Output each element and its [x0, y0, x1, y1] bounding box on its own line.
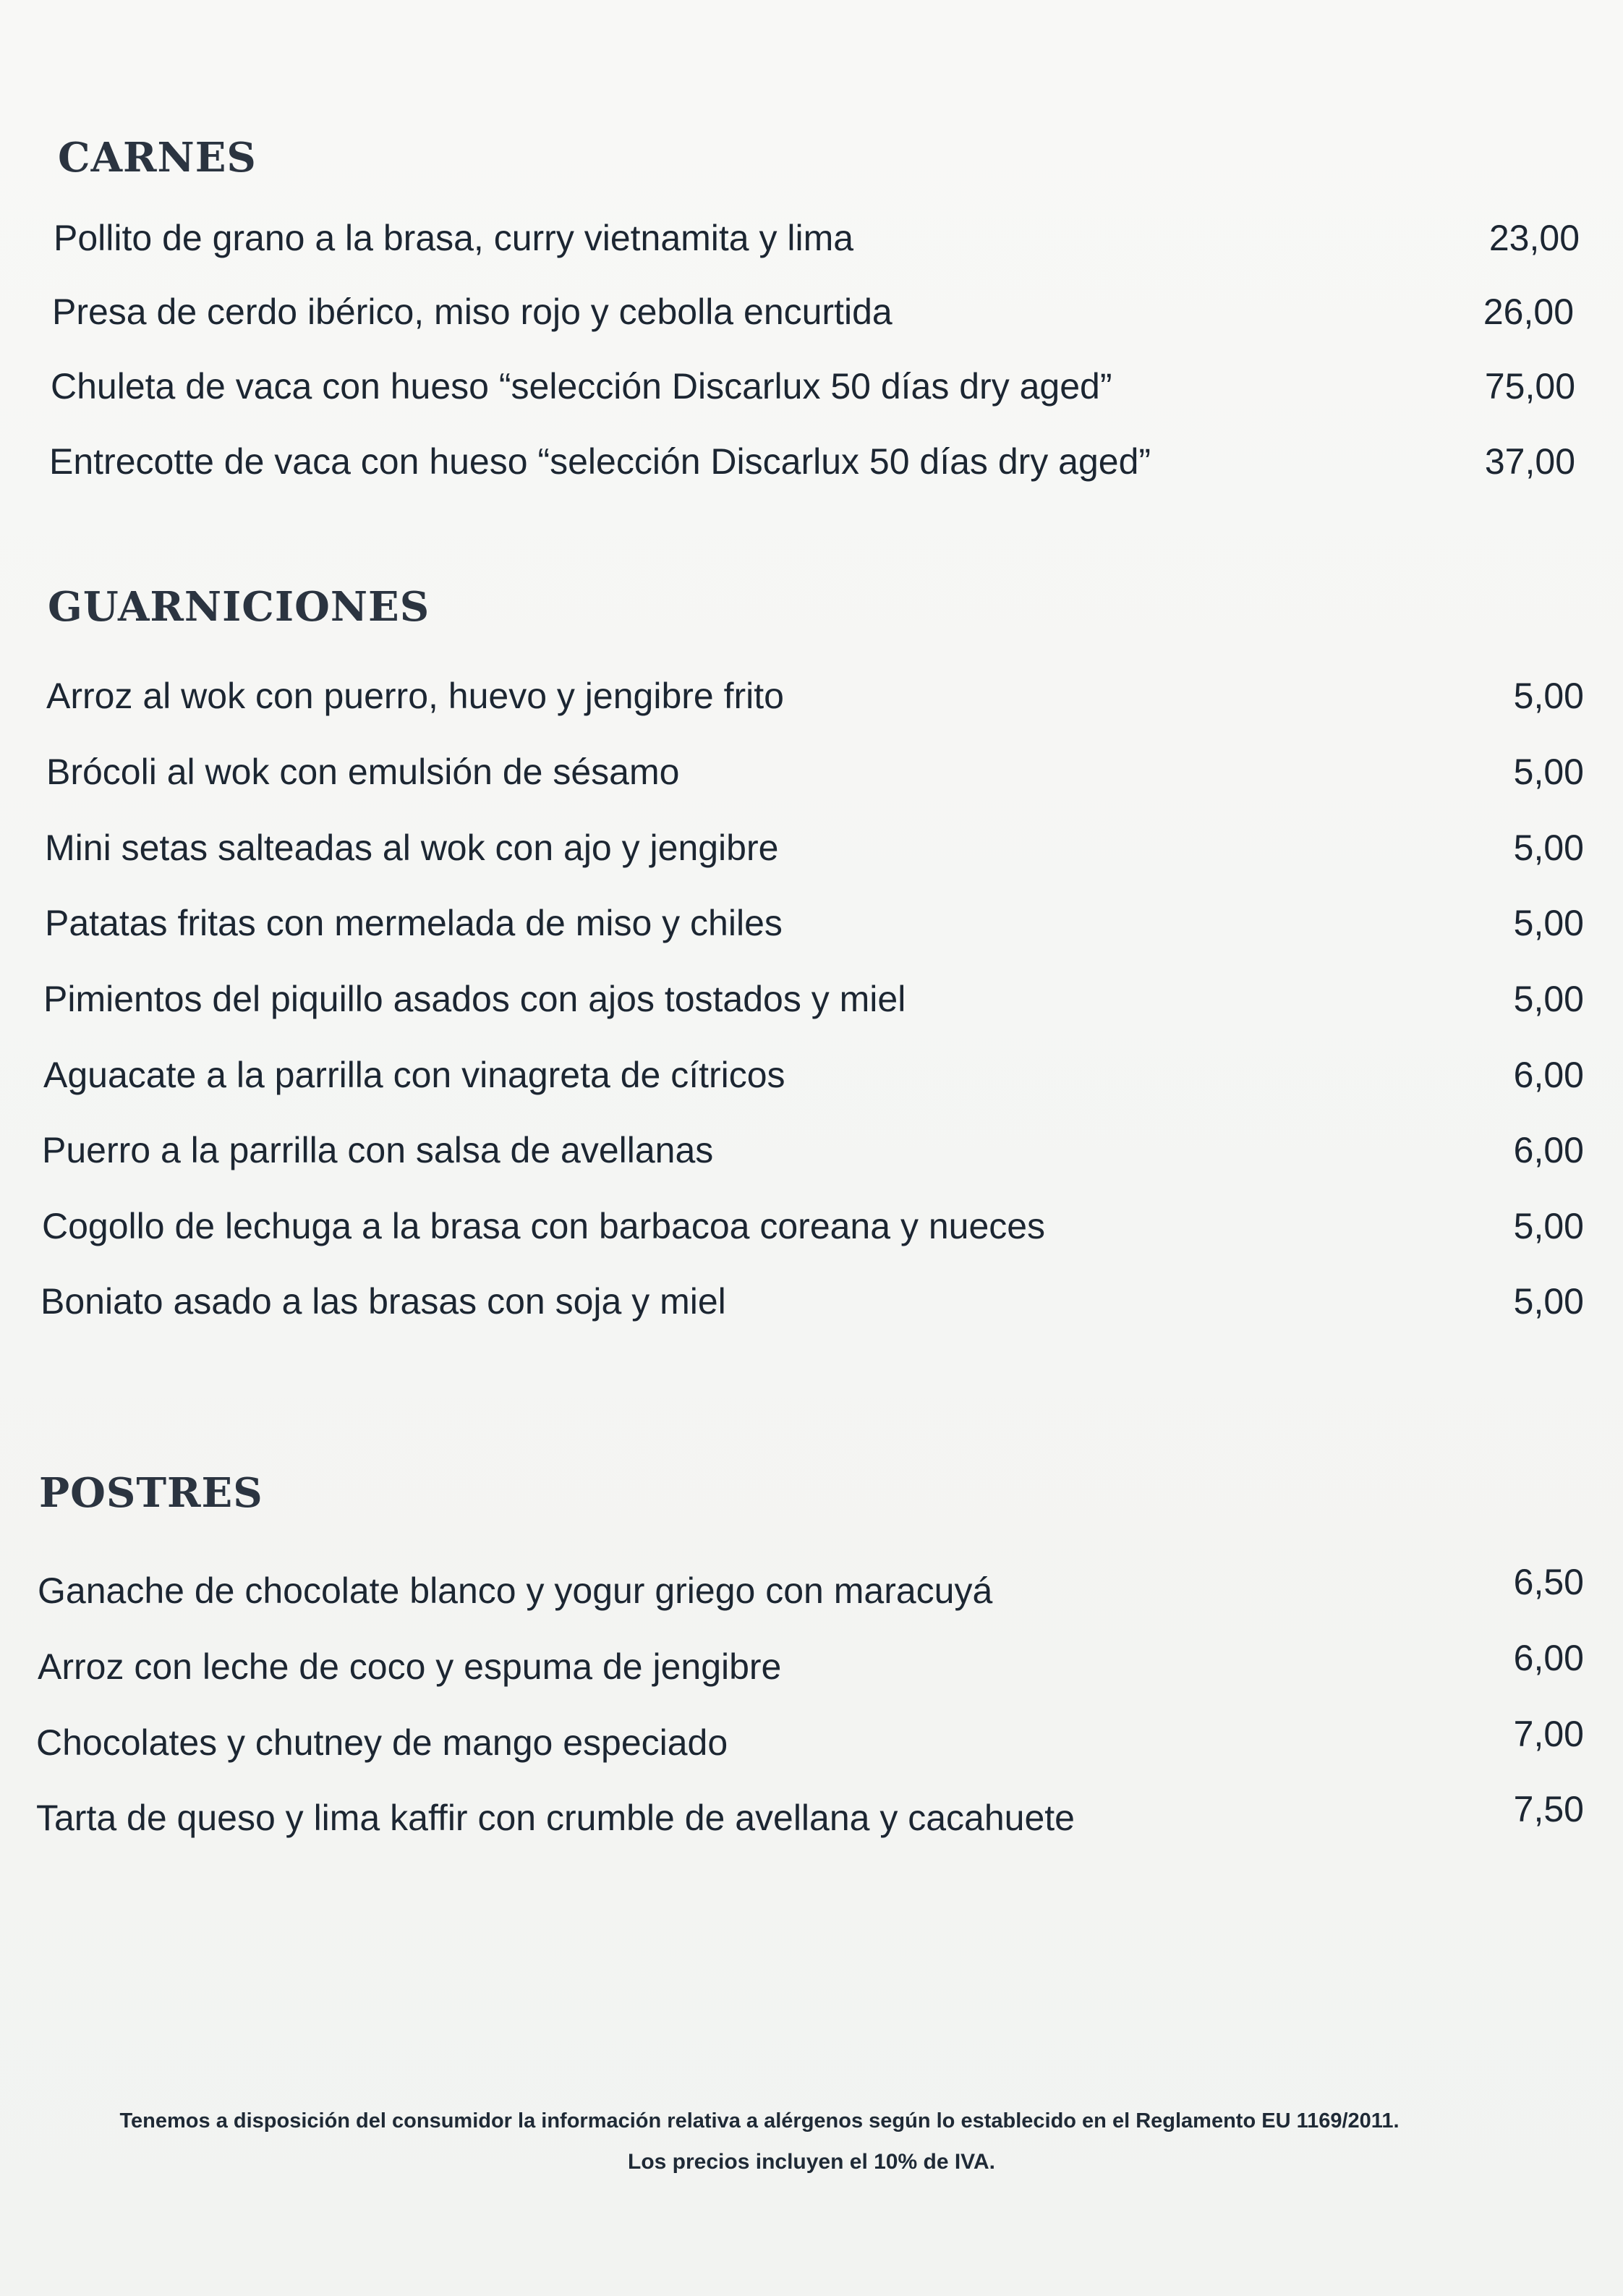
menu-item-price: 5,00: [1513, 1206, 1584, 1246]
menu-item: [49, 441, 1575, 491]
section-title: CARNES: [58, 134, 257, 182]
menu-item-name: Aguacate a la parrilla con vinagreta de cítricos: [43, 1055, 785, 1095]
menu-item-price: 6,50: [1513, 1562, 1584, 1602]
menu-item-name: Ganache de chocolate blanco y yogur griego con maracuyá: [38, 1570, 993, 1611]
menu-item-name: Mini setas salteadas al wok con ajo y jengibre: [45, 828, 779, 868]
menu-item: [38, 1637, 1584, 1688]
menu-item-name: Tarta de queso y lima kaffir con crumble de avellana y cacahuete: [36, 1798, 1075, 1838]
menu-item-name: Pollito de grano a la brasa, curry vietnamita y lima: [54, 218, 854, 258]
menu-item-price: 6,00: [1513, 1055, 1584, 1095]
menu-item: [42, 1129, 1584, 1180]
menu-item-name: Chuleta de vaca con hueso “selección Discarlux 50 días dry aged”: [51, 366, 1112, 407]
menu-item: [36, 1788, 1584, 1839]
menu-item-price: 6,00: [1513, 1130, 1584, 1170]
menu-item: [46, 675, 1584, 726]
menu-item-price: 26,00: [1483, 292, 1574, 332]
section-title: POSTRES: [39, 1469, 263, 1517]
menu-item: [45, 827, 1584, 877]
menu-item-name: Chocolates y chutney de mango especiado: [36, 1722, 728, 1763]
allergens-note: Tenemos a disposición del consumidor la información relativa a alérgenos según lo establecido en el Reglamento EU 1169/2011.: [119, 2109, 1400, 2133]
menu-item-price: 7,50: [1513, 1789, 1584, 1829]
menu-item-price: 7,00: [1513, 1714, 1584, 1754]
menu-item-name: Entrecotte de vaca con hueso “selección Discarlux 50 días dry aged”: [49, 441, 1151, 482]
menu-item-price: 5,00: [1513, 979, 1584, 1019]
menu-item-price: 5,00: [1513, 1281, 1584, 1322]
menu-item: [43, 978, 1584, 1029]
menu-item-price: 75,00: [1484, 366, 1575, 407]
menu-item-name: Boniato asado a las brasas con soja y miel: [41, 1281, 726, 1322]
menu-item: [36, 1713, 1584, 1764]
menu-item-name: Arroz con leche de coco y espuma de jengibre: [38, 1646, 782, 1687]
menu-item-price: 23,00: [1488, 218, 1580, 258]
menu-item-name: Arroz al wok con puerro, huevo y jengibre frito: [46, 676, 784, 716]
menu-item-price: 5,00: [1513, 903, 1584, 943]
section-title: GUARNICIONES: [48, 583, 430, 631]
menu-item-price: 5,00: [1513, 676, 1584, 716]
menu-item-price: 5,00: [1513, 752, 1584, 792]
menu-item: [41, 1280, 1584, 1331]
menu-item: [42, 1205, 1584, 1256]
menu-item-name: Cogollo de lechuga a la brasa con barbacoa coreana y nueces: [42, 1206, 1046, 1246]
menu-item: [52, 291, 1574, 341]
menu-item: [54, 217, 1580, 268]
menu-item-name: Patatas fritas con mermelada de miso y chiles: [45, 903, 783, 943]
menu-item-name: Brócoli al wok con emulsión de sésamo: [46, 752, 680, 792]
menu-footer: [0, 2109, 1623, 2196]
menu-item-name: Presa de cerdo ibérico, miso rojo y cebolla encurtida: [52, 292, 893, 332]
menu-item-name: Pimientos del piquillo asados con ajos tostados y miel: [43, 979, 906, 1019]
menu-item-price: 37,00: [1484, 441, 1575, 482]
menu-item: [45, 902, 1584, 953]
menu-item: [38, 1561, 1584, 1612]
vat-note: Los precios incluyen el 10% de IVA.: [628, 2150, 995, 2174]
menu-item-price: 6,00: [1513, 1638, 1584, 1678]
menu-item-name: Puerro a la parrilla con salsa de avellanas: [42, 1130, 714, 1170]
menu-item-price: 5,00: [1513, 828, 1584, 868]
menu-item: [43, 1054, 1584, 1105]
menu-item: [46, 751, 1584, 802]
menu-item: [51, 365, 1575, 416]
